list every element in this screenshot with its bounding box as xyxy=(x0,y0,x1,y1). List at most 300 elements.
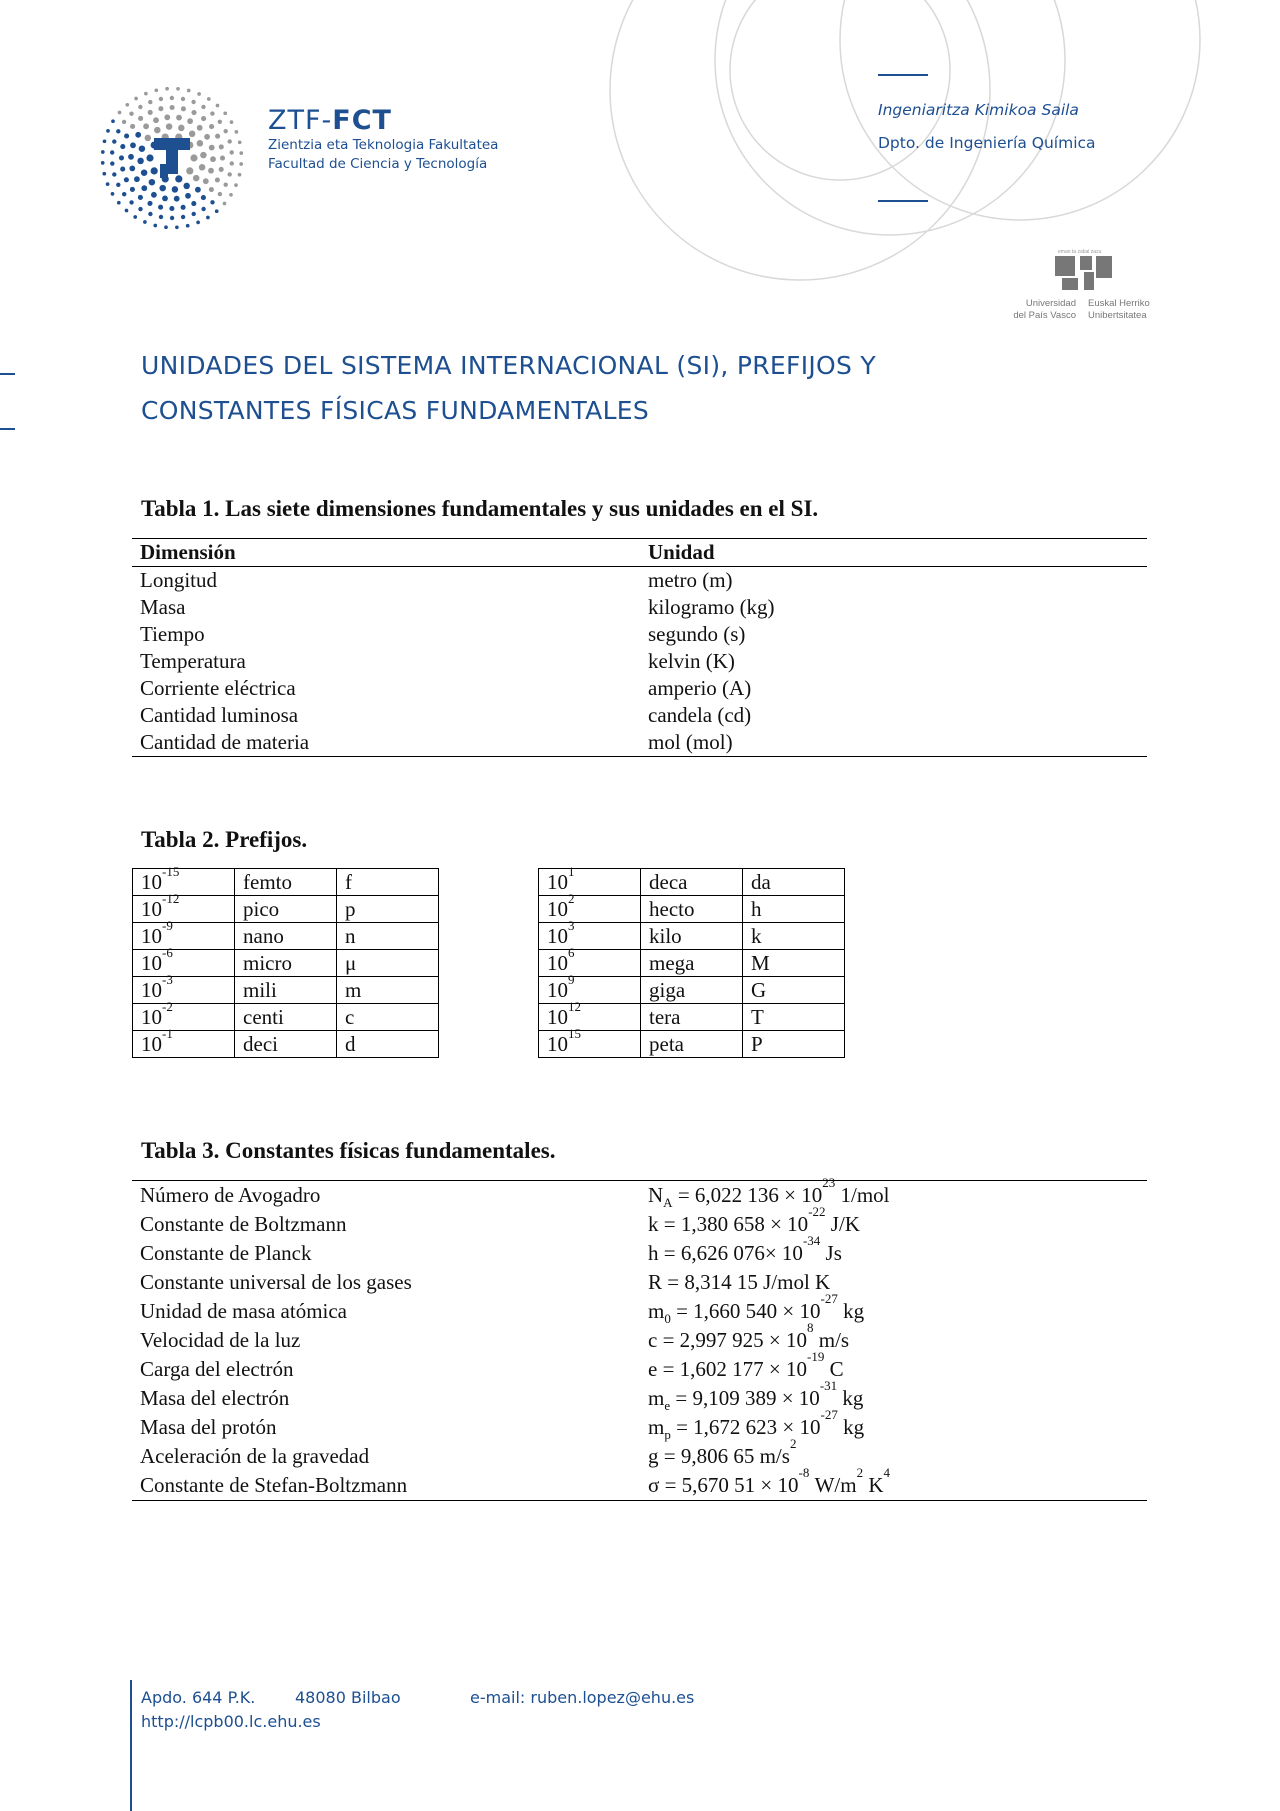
logo-dot xyxy=(128,154,134,160)
logo-dot xyxy=(201,116,206,121)
logo-dot xyxy=(129,200,133,204)
logo-dot xyxy=(112,139,116,143)
value-part: kg xyxy=(837,1299,865,1323)
logo-dot xyxy=(118,111,122,115)
constant-name-cell: Carga del electrón xyxy=(140,1357,294,1381)
prefix-name-cell: mega xyxy=(641,950,743,977)
logo-dot xyxy=(162,196,168,202)
dimension-cell: Corriente eléctrica xyxy=(140,676,296,700)
prefix-name-cell: deci xyxy=(235,1031,337,1058)
power-cell xyxy=(133,917,235,950)
value-part: A xyxy=(663,1195,673,1211)
power-exponent: -9 xyxy=(162,917,173,933)
table-row xyxy=(539,869,845,896)
power-cell xyxy=(133,890,235,923)
logo-dot xyxy=(191,110,196,115)
logo-dot xyxy=(210,156,216,162)
logo-dot xyxy=(153,224,157,228)
page-title xyxy=(141,343,876,433)
power-exponent: 2 xyxy=(568,890,575,906)
faculty-logo-title: ZTF-FCT xyxy=(268,105,392,136)
power-base: 10 xyxy=(141,950,162,975)
logo-dot xyxy=(139,145,146,152)
value-part: -34 xyxy=(802,1233,821,1248)
table3 xyxy=(132,1175,1147,1501)
logo-dot xyxy=(210,111,214,115)
logo-dot xyxy=(208,168,214,174)
table-row xyxy=(132,1442,1147,1471)
constant-name-cell: Unidad de masa atómica xyxy=(140,1299,348,1323)
logo-dot xyxy=(170,105,175,110)
value-part: R = 8,314 15 J/mol K xyxy=(648,1270,831,1294)
logo-dot xyxy=(186,167,193,174)
logo-dot xyxy=(124,177,129,182)
logo-dot xyxy=(230,120,234,124)
power-base: 10 xyxy=(141,1031,162,1056)
department-name-basque: Ingeniaritza Kimikoa Saila xyxy=(878,101,1079,119)
table-row xyxy=(132,1471,1147,1501)
logo-dot xyxy=(122,192,126,196)
power-cell xyxy=(133,1025,235,1058)
constant-value-cell xyxy=(640,1407,1147,1443)
dimension-cell: Tiempo xyxy=(140,622,205,646)
department-name-spanish: Dpto. de Ingeniería Química xyxy=(878,134,1096,152)
table-row xyxy=(132,594,1147,621)
logo-dot xyxy=(234,183,238,187)
prefix-name-cell: peta xyxy=(641,1031,743,1058)
power-exponent: 12 xyxy=(568,998,581,1014)
logo-dot xyxy=(192,212,196,216)
constant-value-cell xyxy=(640,1349,1147,1384)
logo-dot xyxy=(170,96,174,100)
table-row xyxy=(539,950,845,977)
logo-dot xyxy=(138,105,142,109)
logo-dot xyxy=(120,167,125,172)
value-part: k = 1,380 658 × 10 xyxy=(648,1212,809,1236)
power-base: 10 xyxy=(547,1031,568,1056)
logo-dot xyxy=(238,173,242,177)
value-part: Js xyxy=(820,1241,842,1265)
logo-dot xyxy=(219,167,224,172)
prefix-name-cell: giga xyxy=(641,977,743,1004)
logo-dot xyxy=(176,115,182,121)
constant-value-cell xyxy=(640,1320,1147,1355)
power-cell xyxy=(539,971,641,1004)
logo-dot xyxy=(215,134,220,139)
logo-dot xyxy=(151,167,158,174)
table2-caption: Tabla 2. Prefijos. xyxy=(141,827,308,852)
table-row xyxy=(132,675,1147,702)
logo-dot xyxy=(197,140,204,147)
power-base: 10 xyxy=(547,869,568,894)
constant-name-cell: Velocidad de la luz xyxy=(140,1328,301,1352)
logo-dot xyxy=(129,112,133,116)
logo-dot xyxy=(103,139,107,143)
logo-dot xyxy=(178,125,185,131)
value-part: 2 xyxy=(789,1436,797,1451)
logo-dot xyxy=(224,129,228,133)
constant-value-cell xyxy=(640,1465,1147,1501)
prefix-symbol-cell: c xyxy=(337,1004,439,1031)
upv-name-spanish: Universidad del País Vasco xyxy=(1013,298,1076,321)
unit-cell: candela (cd) xyxy=(648,703,752,727)
logo-dot xyxy=(129,166,135,172)
value-part: K xyxy=(863,1473,884,1497)
logo-dot xyxy=(215,209,219,213)
logo-dot xyxy=(106,129,110,133)
prefix-table-negative xyxy=(132,863,439,1058)
prefix-symbol-cell: μ xyxy=(337,950,439,977)
power-base: 10 xyxy=(141,923,162,948)
value-part: -8 xyxy=(798,1465,810,1480)
unit-cell: amperio (A) xyxy=(648,676,752,700)
dimension-cell: Masa xyxy=(140,595,186,619)
prefix-name-cell: nano xyxy=(235,923,337,950)
power-exponent: -2 xyxy=(162,998,173,1014)
value-part: c = 2,997 925 × 10 xyxy=(648,1328,808,1352)
table-row xyxy=(132,1355,1147,1384)
logo-dot xyxy=(223,202,227,206)
logo-dot xyxy=(196,221,200,225)
power-exponent: -1 xyxy=(162,1025,173,1041)
logo-dot xyxy=(135,132,141,138)
logo-dot xyxy=(159,97,163,101)
value-part: e xyxy=(664,1398,671,1414)
table-row xyxy=(133,1031,439,1058)
logo-dot xyxy=(133,215,137,219)
footer-rule xyxy=(130,1680,132,1811)
table-row xyxy=(133,977,439,1004)
logo-dot xyxy=(124,133,129,138)
upv-name-basque: Euskal Herriko Unibertsitatea xyxy=(1088,298,1150,321)
table-row xyxy=(133,896,439,923)
logo-dot xyxy=(189,131,196,138)
value-part: p xyxy=(664,1427,671,1443)
constant-name-cell: Constante universal de los gases xyxy=(140,1270,412,1294)
dimension-cell: Cantidad luminosa xyxy=(140,703,299,727)
logo-dot xyxy=(166,123,173,130)
logo-dot xyxy=(191,201,196,206)
department-name xyxy=(878,94,1096,160)
value-part: = 9,109 389 × 10 xyxy=(670,1386,820,1410)
logo-dot xyxy=(101,150,105,154)
logo-dot xyxy=(154,88,158,92)
logo-dot xyxy=(134,176,140,182)
logo-dot xyxy=(138,195,143,200)
prefix-name-cell: mili xyxy=(235,977,337,1004)
footer-url[interactable]: http://lcpb00.lc.ehu.es xyxy=(141,1712,321,1731)
logo-dot xyxy=(201,105,205,109)
margin-mark xyxy=(0,373,15,375)
table1-caption: Tabla 1. Las siete dimensiones fundamentales y sus unidades en el SI. xyxy=(141,496,819,521)
constant-value-cell xyxy=(640,1233,1147,1268)
logo-dot xyxy=(158,205,163,210)
logo-dot xyxy=(238,140,242,144)
logo-dot xyxy=(112,172,116,176)
value-part: m xyxy=(648,1415,665,1439)
unit-cell: segundo (s) xyxy=(648,622,746,646)
table-row xyxy=(132,1413,1147,1442)
footer-address: Apdo. 644 P.K. xyxy=(141,1688,256,1707)
prefix-symbol-cell: da xyxy=(743,869,845,896)
logo-dot xyxy=(147,201,152,206)
logo-dot xyxy=(116,183,120,187)
logo-dot xyxy=(164,114,170,120)
logo-dot xyxy=(146,154,153,161)
logo-dot xyxy=(181,205,186,210)
logo-dot xyxy=(230,150,234,154)
power-cell xyxy=(539,998,641,1031)
value-part: -22 xyxy=(808,1204,826,1219)
logo-dot xyxy=(138,207,142,211)
value-part: C xyxy=(824,1357,844,1381)
prefix-name-cell: kilo xyxy=(641,923,743,950)
logo-dot xyxy=(134,97,138,101)
logo-dot xyxy=(181,97,185,101)
logo-dot xyxy=(195,187,201,193)
prefix-symbol-cell: p xyxy=(337,896,439,923)
table-row xyxy=(132,1181,1147,1211)
table1-header-unit: Unidad xyxy=(640,539,1147,567)
table3-caption: Tabla 3. Constantes físicas fundamentales. xyxy=(141,1138,556,1163)
logo-dot xyxy=(101,161,105,165)
power-exponent: -12 xyxy=(162,890,180,906)
logo-dot xyxy=(119,155,124,160)
logo-dot xyxy=(106,182,110,186)
logo-dot xyxy=(120,144,125,149)
dimension-cell: Temperatura xyxy=(140,649,246,673)
logo-dot xyxy=(219,144,224,149)
table-row xyxy=(132,621,1147,648)
logo-dot xyxy=(206,216,210,220)
value-part: m xyxy=(648,1299,665,1323)
logo-dot xyxy=(235,130,239,134)
table-row xyxy=(133,1004,439,1031)
logo-dot xyxy=(164,225,168,229)
value-part: -27 xyxy=(820,1291,838,1306)
power-exponent: -15 xyxy=(162,863,180,879)
logo-dot xyxy=(117,201,121,205)
power-base: 10 xyxy=(547,977,568,1002)
prefix-symbol-cell: M xyxy=(743,950,845,977)
power-base: 10 xyxy=(547,923,568,948)
prefix-name-cell: centi xyxy=(235,1004,337,1031)
logo-dot xyxy=(209,187,214,192)
logo-dot xyxy=(207,97,211,101)
logo-dot xyxy=(199,164,206,171)
value-part: -31 xyxy=(819,1378,838,1393)
logo-dot xyxy=(130,142,136,148)
constant-name-cell: Masa del protón xyxy=(140,1415,277,1439)
power-exponent: -6 xyxy=(162,944,173,960)
logo-dot xyxy=(230,161,234,165)
constant-name-cell: Constante de Planck xyxy=(140,1241,312,1265)
page-title-line-1: UNIDADES DEL SISTEMA INTERNACIONAL (SI), PREFIJOS Y xyxy=(141,351,877,380)
value-part: e = 1,602 177 × 10 xyxy=(648,1357,808,1381)
logo-dot xyxy=(218,192,222,196)
logo-dot xyxy=(143,220,147,224)
logo-dot xyxy=(144,92,148,96)
logo-dot xyxy=(158,106,163,111)
logo-dot xyxy=(203,178,209,184)
footer-city: 48080 Bilbao xyxy=(295,1688,401,1707)
power-cell xyxy=(133,944,235,977)
power-cell xyxy=(133,971,235,1004)
logo-dot xyxy=(220,156,225,161)
upv-ehu-logo-icon xyxy=(1055,256,1112,290)
power-base: 10 xyxy=(141,869,162,894)
power-exponent: 6 xyxy=(568,944,575,960)
prefix-name-cell: femto xyxy=(235,869,337,896)
logo-dot xyxy=(186,224,190,228)
value-part: kg xyxy=(837,1415,865,1439)
prefix-symbol-cell: P xyxy=(743,1031,845,1058)
table-row xyxy=(539,896,845,923)
logo-dot xyxy=(122,120,126,124)
logo-dot xyxy=(141,169,148,176)
value-part: W/m xyxy=(809,1473,857,1497)
logo-dot xyxy=(191,100,195,104)
prefix-symbol-cell: G xyxy=(743,977,845,1004)
logo-dot xyxy=(239,151,243,155)
logo-dot xyxy=(154,127,161,134)
unit-cell: kilogramo (kg) xyxy=(648,595,775,619)
table-row xyxy=(132,1384,1147,1413)
power-exponent: 15 xyxy=(568,1025,581,1041)
constant-name-cell: Número de Avogadro xyxy=(140,1183,321,1207)
logo-dot xyxy=(125,209,129,213)
logo-dot xyxy=(130,124,135,129)
logo-dot xyxy=(175,225,179,229)
constant-value-cell xyxy=(640,1436,1147,1471)
logo-dot xyxy=(130,187,135,192)
table-row xyxy=(539,977,845,1004)
logo-dot xyxy=(201,207,205,211)
logo-dot xyxy=(201,195,206,200)
power-base: 10 xyxy=(547,1004,568,1029)
logo-dot xyxy=(228,139,232,143)
constant-value-cell xyxy=(640,1378,1147,1414)
logo-dot xyxy=(111,192,115,196)
power-exponent: 9 xyxy=(568,971,575,987)
prefix-name-cell: pico xyxy=(235,896,337,923)
faculty-name-basque: Zientzia eta Teknologia Fakultatea xyxy=(268,137,499,153)
power-base: 10 xyxy=(547,896,568,921)
logo-dot xyxy=(143,123,149,129)
value-part: -19 xyxy=(807,1349,825,1364)
logo-dot xyxy=(216,104,220,108)
table-row xyxy=(132,1239,1147,1268)
power-cell xyxy=(133,998,235,1031)
value-part: 23 xyxy=(822,1175,836,1190)
logo-dot xyxy=(110,161,114,165)
power-cell xyxy=(539,917,641,950)
value-part: J/K xyxy=(825,1212,860,1236)
power-exponent: 3 xyxy=(568,917,575,933)
logo-dot xyxy=(111,119,115,123)
value-part: m/s xyxy=(813,1328,850,1352)
prefix-name-cell: micro xyxy=(235,950,337,977)
logo-dot xyxy=(141,185,147,191)
logo-dot xyxy=(110,150,114,154)
logo-dot xyxy=(228,172,232,176)
constant-value-cell xyxy=(640,1204,1147,1239)
prefix-symbol-cell: d xyxy=(337,1031,439,1058)
footer-email[interactable]: e-mail: ruben.lopez@ehu.es xyxy=(470,1688,695,1707)
logo-dot xyxy=(181,106,186,111)
logo-dot xyxy=(209,124,214,129)
logo-dot xyxy=(159,215,163,219)
value-part: h = 6,626 076× 10 xyxy=(648,1241,803,1265)
power-cell xyxy=(539,944,641,977)
logo-dot xyxy=(197,125,203,131)
value-part: -27 xyxy=(820,1407,838,1422)
logo-dot xyxy=(185,193,191,199)
constant-value-cell xyxy=(640,1291,1147,1327)
logo-dot xyxy=(190,154,197,161)
prefix-name-cell: tera xyxy=(641,1004,743,1031)
power-cell xyxy=(133,863,235,896)
power-exponent: 1 xyxy=(568,863,575,879)
logo-dot xyxy=(165,87,169,91)
logo-dot xyxy=(169,206,174,211)
logo-dot xyxy=(148,100,152,104)
value-part: m xyxy=(648,1386,665,1410)
logo-dot xyxy=(116,129,120,133)
value-part: σ = 5,670 51 × 10 xyxy=(648,1473,799,1497)
logo-dot xyxy=(239,162,243,166)
table-row xyxy=(132,1268,1147,1297)
logo-dot xyxy=(187,89,191,93)
logo-dot xyxy=(215,177,220,182)
value-part: = 1,660 540 × 10 xyxy=(670,1299,821,1323)
constant-name-cell: Constante de Stefan-Boltzmann xyxy=(140,1473,408,1497)
value-part: 1/mol xyxy=(835,1183,890,1207)
prefix-symbol-cell: f xyxy=(337,869,439,896)
table-row xyxy=(132,1210,1147,1239)
logo-dot xyxy=(193,175,200,182)
logo-dot xyxy=(148,110,153,115)
logo-dot xyxy=(204,134,210,140)
prefix-symbol-cell: n xyxy=(337,923,439,950)
prefix-name-cell: deca xyxy=(641,869,743,896)
logo-dot xyxy=(176,87,180,91)
value-part: 0 xyxy=(664,1311,671,1327)
logo-dot xyxy=(223,111,227,115)
page-title-line-2: CONSTANTES FÍSICAS FUNDAMENTALES xyxy=(141,396,650,425)
unit-cell: kelvin (K) xyxy=(648,649,735,673)
power-base: 10 xyxy=(141,1004,162,1029)
value-part: N xyxy=(648,1183,664,1207)
logo-dot xyxy=(218,120,222,124)
logo-dot xyxy=(149,179,156,186)
dimension-cell: Cantidad de materia xyxy=(140,730,310,754)
logo-dot xyxy=(181,215,185,219)
power-base: 10 xyxy=(141,896,162,921)
table-row xyxy=(132,1297,1147,1326)
logo-mark xyxy=(154,138,190,178)
logo-dot xyxy=(229,193,233,197)
logo-dot xyxy=(153,117,159,123)
prefix-symbol-cell: h xyxy=(743,896,845,923)
constant-name-cell: Aceleración de la gravedad xyxy=(140,1444,370,1468)
table-row xyxy=(132,729,1147,757)
power-exponent: -3 xyxy=(162,971,173,987)
logo-dot xyxy=(170,216,174,220)
logo-dot xyxy=(209,145,215,151)
value-part: kg xyxy=(837,1386,864,1410)
table-row xyxy=(133,950,439,977)
